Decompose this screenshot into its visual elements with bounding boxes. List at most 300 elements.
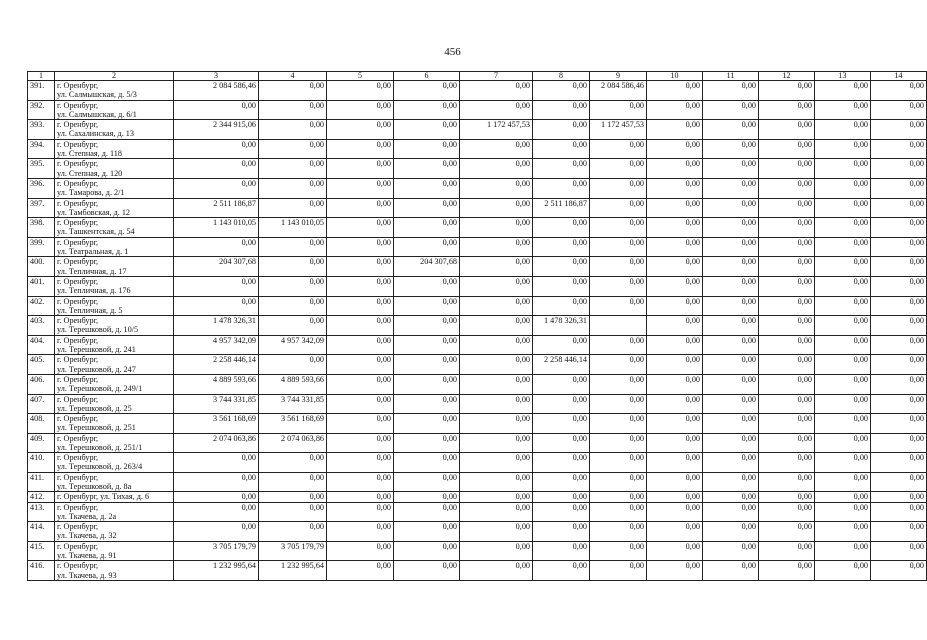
amount-cell: 0,00 bbox=[460, 541, 533, 561]
amount-cell: 0,00 bbox=[759, 218, 815, 238]
amount-cell: 0,00 bbox=[759, 355, 815, 375]
table-row bbox=[28, 296, 927, 316]
amount-cell: 0,00 bbox=[533, 541, 590, 561]
amount-cell: 0,00 bbox=[815, 453, 871, 473]
amount-cell: 0,00 bbox=[327, 100, 394, 120]
row-number: 399. bbox=[28, 237, 55, 257]
amount-cell: 0,00 bbox=[394, 81, 460, 101]
amount-cell: 0,00 bbox=[174, 178, 259, 198]
amount-cell: 0,00 bbox=[871, 218, 927, 238]
amount-cell: 0,00 bbox=[327, 335, 394, 355]
amount-cell: 0,00 bbox=[590, 374, 647, 394]
amount-cell: 0,00 bbox=[590, 561, 647, 581]
amount-cell: 0,00 bbox=[759, 394, 815, 414]
amount-cell: 0,00 bbox=[533, 394, 590, 414]
amount-cell: 0,00 bbox=[460, 522, 533, 542]
address-cell bbox=[55, 561, 174, 581]
address-line: ул. Ткачева, д. 32 bbox=[57, 531, 117, 541]
amount-cell: 0,00 bbox=[327, 492, 394, 502]
address-line: г. Оренбург, ул. Тихая, д. 6 bbox=[57, 492, 150, 502]
amount-cell: 1 143 010,05 bbox=[259, 218, 327, 238]
amount-cell: 0,00 bbox=[259, 355, 327, 375]
amount-cell: 0,00 bbox=[815, 296, 871, 316]
table-row bbox=[28, 178, 927, 198]
amount-cell: 0,00 bbox=[871, 433, 927, 453]
amount-cell: 0,00 bbox=[759, 139, 815, 159]
amount-cell: 0,00 bbox=[394, 139, 460, 159]
amount-cell: 0,00 bbox=[815, 120, 871, 140]
amount-cell: 0,00 bbox=[327, 394, 394, 414]
address-line: г. Оренбург, bbox=[57, 276, 99, 286]
amount-cell: 1 232 995,64 bbox=[174, 561, 259, 581]
table-row bbox=[28, 120, 927, 140]
header-row bbox=[28, 72, 927, 81]
amount-cell: 0,00 bbox=[460, 159, 533, 179]
amount-cell: 0,00 bbox=[759, 433, 815, 453]
amount-cell: 0,00 bbox=[590, 433, 647, 453]
amount-cell: 0,00 bbox=[703, 178, 759, 198]
amount-cell: 0,00 bbox=[460, 198, 533, 218]
amount-cell: 0,00 bbox=[759, 414, 815, 434]
row-number: 409. bbox=[28, 433, 55, 453]
amount-cell: 0,00 bbox=[703, 541, 759, 561]
amount-cell: 3 561 168,69 bbox=[259, 414, 327, 434]
amount-cell: 0,00 bbox=[647, 276, 703, 296]
amount-cell: 0,00 bbox=[703, 198, 759, 218]
amount-cell: 0,00 bbox=[259, 159, 327, 179]
amount-cell: 0,00 bbox=[259, 100, 327, 120]
amount-cell: 0,00 bbox=[460, 492, 533, 502]
amount-cell: 0,00 bbox=[871, 178, 927, 198]
amount-cell: 0,00 bbox=[590, 198, 647, 218]
address-line: г. Оренбург, bbox=[57, 561, 99, 571]
row-number: 408. bbox=[28, 414, 55, 434]
address-cell bbox=[55, 492, 174, 502]
address-line: г. Оренбург, bbox=[57, 374, 99, 384]
address-cell bbox=[55, 394, 174, 414]
amount-cell: 0,00 bbox=[533, 522, 590, 542]
amount-cell: 0,00 bbox=[394, 355, 460, 375]
amount-cell: 0,00 bbox=[871, 276, 927, 296]
amount-cell: 0,00 bbox=[815, 276, 871, 296]
amount-cell: 0,00 bbox=[174, 237, 259, 257]
address-cell bbox=[55, 257, 174, 277]
table-row bbox=[28, 276, 927, 296]
amount-cell: 0,00 bbox=[647, 414, 703, 434]
amount-cell: 0,00 bbox=[590, 218, 647, 238]
row-number: 402. bbox=[28, 296, 55, 316]
amount-cell: 0,00 bbox=[759, 453, 815, 473]
data-table bbox=[27, 71, 927, 581]
amount-cell: 0,00 bbox=[327, 218, 394, 238]
amount-cell: 0,00 bbox=[647, 502, 703, 522]
amount-cell: 0,00 bbox=[394, 335, 460, 355]
column-header: 1 bbox=[28, 72, 55, 81]
amount-cell: 0,00 bbox=[815, 139, 871, 159]
amount-cell: 0,00 bbox=[533, 414, 590, 434]
column-header: 6 bbox=[394, 72, 460, 81]
amount-cell: 0,00 bbox=[759, 237, 815, 257]
amount-cell: 0,00 bbox=[460, 355, 533, 375]
amount-cell: 0,00 bbox=[327, 316, 394, 336]
amount-cell: 0,00 bbox=[460, 394, 533, 414]
amount-cell: 0,00 bbox=[590, 522, 647, 542]
amount-cell: 0,00 bbox=[703, 433, 759, 453]
amount-cell: 0,00 bbox=[259, 502, 327, 522]
column-header: 3 bbox=[174, 72, 259, 81]
address-line: г. Оренбург, bbox=[57, 355, 99, 365]
amount-cell: 0,00 bbox=[703, 237, 759, 257]
amount-cell: 0,00 bbox=[703, 218, 759, 238]
amount-cell: 0,00 bbox=[759, 276, 815, 296]
column-header: 10 bbox=[647, 72, 703, 81]
amount-cell: 0,00 bbox=[647, 81, 703, 101]
amount-cell: 0,00 bbox=[327, 472, 394, 492]
amount-cell: 0,00 bbox=[327, 561, 394, 581]
amount-cell: 0,00 bbox=[703, 414, 759, 434]
amount-cell: 1 478 326,31 bbox=[533, 316, 590, 336]
row-number: 398. bbox=[28, 218, 55, 238]
amount-cell: 2 258 446,14 bbox=[533, 355, 590, 375]
amount-cell: 0,00 bbox=[647, 522, 703, 542]
address-line: ул. Терешковой, д. 249/1 bbox=[57, 384, 143, 394]
amount-cell: 0,00 bbox=[533, 561, 590, 581]
row-number: 411. bbox=[28, 472, 55, 492]
amount-cell: 0,00 bbox=[174, 276, 259, 296]
amount-cell: 0,00 bbox=[703, 139, 759, 159]
row-number: 414. bbox=[28, 522, 55, 542]
amount-cell: 0,00 bbox=[590, 453, 647, 473]
amount-cell: 0,00 bbox=[327, 374, 394, 394]
amount-cell: 0,00 bbox=[174, 100, 259, 120]
amount-cell: 0,00 bbox=[647, 198, 703, 218]
address-line: ул. Тепличная, д. 176 bbox=[57, 286, 131, 296]
amount-cell: 0,00 bbox=[815, 159, 871, 179]
amount-cell: 0,00 bbox=[394, 237, 460, 257]
amount-cell: 0,00 bbox=[394, 316, 460, 336]
row-number: 415. bbox=[28, 541, 55, 561]
address-cell bbox=[55, 178, 174, 198]
amount-cell: 0,00 bbox=[394, 433, 460, 453]
amount-cell: 0,00 bbox=[327, 453, 394, 473]
amount-cell: 0,00 bbox=[871, 502, 927, 522]
amount-cell: 0,00 bbox=[815, 502, 871, 522]
row-number: 393. bbox=[28, 120, 55, 140]
address-line: ул. Терешковой, д. 251/1 bbox=[57, 442, 143, 452]
address-cell bbox=[55, 198, 174, 218]
amount-cell: 0,00 bbox=[759, 120, 815, 140]
amount-cell: 0,00 bbox=[759, 178, 815, 198]
address-cell bbox=[55, 335, 174, 355]
amount-cell: 0,00 bbox=[460, 81, 533, 101]
amount-cell: 0,00 bbox=[460, 453, 533, 473]
amount-cell: 0,00 bbox=[394, 492, 460, 502]
amount-cell: 0,00 bbox=[259, 178, 327, 198]
amount-cell: 0,00 bbox=[759, 374, 815, 394]
table-row bbox=[28, 100, 927, 120]
address-line: г. Оренбург, bbox=[57, 237, 99, 247]
address-line: г. Оренбург, bbox=[57, 81, 99, 90]
amount-cell: 0,00 bbox=[259, 472, 327, 492]
address-line: ул. Тепличная, д. 5 bbox=[57, 305, 123, 315]
table-row bbox=[28, 374, 927, 394]
amount-cell: 4 889 593,66 bbox=[174, 374, 259, 394]
amount-cell: 0,00 bbox=[871, 100, 927, 120]
amount-cell: 0,00 bbox=[590, 159, 647, 179]
amount-cell: 0,00 bbox=[327, 178, 394, 198]
amount-cell: 0,00 bbox=[815, 81, 871, 101]
row-number: 406. bbox=[28, 374, 55, 394]
table-row bbox=[28, 541, 927, 561]
amount-cell: 0,00 bbox=[533, 159, 590, 179]
amount-cell: 0,00 bbox=[590, 139, 647, 159]
address-line: г. Оренбург, bbox=[57, 394, 99, 404]
table-row bbox=[28, 81, 927, 101]
address-line: ул. Тамарова, д. 2/1 bbox=[57, 188, 125, 198]
address-cell bbox=[55, 355, 174, 375]
address-line: г. Оренбург, bbox=[57, 198, 99, 208]
amount-cell: 0,00 bbox=[394, 159, 460, 179]
amount-cell: 0,00 bbox=[815, 541, 871, 561]
amount-cell: 0,00 bbox=[259, 198, 327, 218]
amount-cell bbox=[590, 316, 647, 336]
amount-cell: 0,00 bbox=[703, 81, 759, 101]
amount-cell: 2 258 446,14 bbox=[174, 355, 259, 375]
amount-cell: 0,00 bbox=[647, 374, 703, 394]
amount-cell: 0,00 bbox=[647, 296, 703, 316]
amount-cell: 0,00 bbox=[871, 257, 927, 277]
amount-cell: 0,00 bbox=[647, 139, 703, 159]
amount-cell: 0,00 bbox=[759, 100, 815, 120]
table-row bbox=[28, 502, 927, 522]
amount-cell: 0,00 bbox=[815, 218, 871, 238]
amount-cell: 0,00 bbox=[327, 296, 394, 316]
amount-cell: 0,00 bbox=[703, 472, 759, 492]
table-row bbox=[28, 316, 927, 336]
amount-cell: 1 232 995,64 bbox=[259, 561, 327, 581]
amount-cell: 3 561 168,69 bbox=[174, 414, 259, 434]
amount-cell: 0,00 bbox=[871, 414, 927, 434]
address-cell bbox=[55, 81, 174, 101]
amount-cell: 0,00 bbox=[590, 414, 647, 434]
amount-cell: 0,00 bbox=[647, 561, 703, 581]
table-row bbox=[28, 453, 927, 473]
amount-cell: 0,00 bbox=[871, 120, 927, 140]
amount-cell: 0,00 bbox=[815, 100, 871, 120]
row-number: 416. bbox=[28, 561, 55, 581]
row-number: 396. bbox=[28, 178, 55, 198]
address-line: г. Оренбург, bbox=[57, 453, 99, 463]
amount-cell: 0,00 bbox=[871, 335, 927, 355]
amount-cell: 0,00 bbox=[533, 335, 590, 355]
amount-cell: 0,00 bbox=[460, 276, 533, 296]
address-cell bbox=[55, 276, 174, 296]
amount-cell: 0,00 bbox=[327, 355, 394, 375]
amount-cell: 0,00 bbox=[871, 296, 927, 316]
address-line: ул. Терешковой, д. 263/4 bbox=[57, 462, 143, 472]
amount-cell: 0,00 bbox=[815, 414, 871, 434]
amount-cell: 0,00 bbox=[703, 159, 759, 179]
address-cell bbox=[55, 374, 174, 394]
amount-cell: 0,00 bbox=[647, 453, 703, 473]
address-line: ул. Терешковой, д. 10/5 bbox=[57, 325, 139, 335]
amount-cell: 0,00 bbox=[871, 541, 927, 561]
amount-cell: 0,00 bbox=[327, 237, 394, 257]
column-header: 12 bbox=[759, 72, 815, 81]
amount-cell: 0,00 bbox=[815, 394, 871, 414]
row-number: 401. bbox=[28, 276, 55, 296]
amount-cell: 3 705 179,79 bbox=[259, 541, 327, 561]
amount-cell: 0,00 bbox=[590, 257, 647, 277]
amount-cell: 0,00 bbox=[533, 276, 590, 296]
address-line: ул. Тепличная, д. 17 bbox=[57, 266, 127, 276]
amount-cell: 0,00 bbox=[815, 237, 871, 257]
amount-cell: 0,00 bbox=[703, 335, 759, 355]
amount-cell: 0,00 bbox=[394, 453, 460, 473]
address-line: ул. Терешковой, д. 241 bbox=[57, 344, 136, 354]
address-line: г. Оренбург, bbox=[57, 257, 99, 267]
address-line: г. Оренбург, bbox=[57, 541, 99, 551]
address-line: г. Оренбург, bbox=[57, 139, 99, 149]
amount-cell: 0,00 bbox=[647, 237, 703, 257]
amount-cell: 0,00 bbox=[759, 257, 815, 277]
amount-cell: 0,00 bbox=[533, 257, 590, 277]
address-line: г. Оренбург, bbox=[57, 100, 99, 110]
amount-cell: 0,00 bbox=[460, 257, 533, 277]
row-number: 397. bbox=[28, 198, 55, 218]
column-header: 13 bbox=[815, 72, 871, 81]
table-row bbox=[28, 159, 927, 179]
amount-cell: 0,00 bbox=[759, 316, 815, 336]
amount-cell: 0,00 bbox=[647, 100, 703, 120]
address-line: г. Оренбург, bbox=[57, 316, 99, 326]
amount-cell: 0,00 bbox=[533, 139, 590, 159]
amount-cell: 0,00 bbox=[871, 492, 927, 502]
amount-cell: 0,00 bbox=[394, 472, 460, 492]
amount-cell: 0,00 bbox=[394, 541, 460, 561]
amount-cell: 0,00 bbox=[815, 335, 871, 355]
amount-cell: 0,00 bbox=[647, 257, 703, 277]
amount-cell: 0,00 bbox=[394, 561, 460, 581]
row-number: 392. bbox=[28, 100, 55, 120]
amount-cell: 0,00 bbox=[460, 237, 533, 257]
table-row bbox=[28, 335, 927, 355]
address-line: ул. Тамбовская, д. 12 bbox=[57, 207, 131, 217]
address-line: ул. Терешковой, д. 247 bbox=[57, 364, 136, 374]
amount-cell: 0,00 bbox=[394, 296, 460, 316]
amount-cell: 0,00 bbox=[871, 159, 927, 179]
amount-cell: 0,00 bbox=[533, 492, 590, 502]
amount-cell: 4 957 342,09 bbox=[259, 335, 327, 355]
address-line: г. Оренбург, bbox=[57, 433, 99, 443]
table-body bbox=[28, 81, 927, 581]
amount-cell: 1 143 010,05 bbox=[174, 218, 259, 238]
address-line: г. Оренбург, bbox=[57, 335, 99, 345]
amount-cell: 0,00 bbox=[394, 120, 460, 140]
address-cell bbox=[55, 237, 174, 257]
amount-cell: 0,00 bbox=[647, 335, 703, 355]
amount-cell: 0,00 bbox=[460, 296, 533, 316]
amount-cell: 0,00 bbox=[759, 502, 815, 522]
row-number: 400. bbox=[28, 257, 55, 277]
amount-cell: 0,00 bbox=[815, 355, 871, 375]
amount-cell: 0,00 bbox=[703, 276, 759, 296]
address-line: г. Оренбург, bbox=[57, 120, 99, 130]
amount-cell: 0,00 bbox=[647, 178, 703, 198]
row-number: 391. bbox=[28, 81, 55, 101]
amount-cell: 0,00 bbox=[647, 541, 703, 561]
table-row bbox=[28, 257, 927, 277]
amount-cell: 0,00 bbox=[871, 453, 927, 473]
table-row bbox=[28, 492, 927, 502]
amount-cell: 4 889 593,66 bbox=[259, 374, 327, 394]
amount-cell: 0,00 bbox=[394, 276, 460, 296]
row-number: 403. bbox=[28, 316, 55, 336]
table-row bbox=[28, 218, 927, 238]
amount-cell: 0,00 bbox=[394, 198, 460, 218]
amount-cell: 3 744 331,85 bbox=[174, 394, 259, 414]
amount-cell: 0,00 bbox=[259, 492, 327, 502]
amount-cell: 0,00 bbox=[647, 120, 703, 140]
amount-cell: 0,00 bbox=[460, 502, 533, 522]
amount-cell: 0,00 bbox=[759, 561, 815, 581]
amount-cell: 2 074 063,86 bbox=[174, 433, 259, 453]
amount-cell: 0,00 bbox=[394, 178, 460, 198]
address-line: г. Оренбург, bbox=[57, 296, 99, 306]
table-row bbox=[28, 433, 927, 453]
amount-cell: 0,00 bbox=[533, 178, 590, 198]
row-number: 413. bbox=[28, 502, 55, 522]
amount-cell: 0,00 bbox=[259, 120, 327, 140]
address-line: ул. Терешковой, д. 251 bbox=[57, 423, 136, 433]
amount-cell: 0,00 bbox=[394, 374, 460, 394]
table-row bbox=[28, 472, 927, 492]
amount-cell: 0,00 bbox=[703, 394, 759, 414]
amount-cell: 0,00 bbox=[327, 120, 394, 140]
amount-cell: 0,00 bbox=[259, 296, 327, 316]
amount-cell: 0,00 bbox=[533, 81, 590, 101]
amount-cell: 0,00 bbox=[460, 100, 533, 120]
amount-cell: 0,00 bbox=[327, 159, 394, 179]
amount-cell: 0,00 bbox=[327, 198, 394, 218]
amount-cell: 0,00 bbox=[460, 561, 533, 581]
amount-cell: 0,00 bbox=[703, 100, 759, 120]
address-cell bbox=[55, 414, 174, 434]
address-cell bbox=[55, 120, 174, 140]
amount-cell: 0,00 bbox=[327, 81, 394, 101]
address-line: ул. Ташкентская, д. 54 bbox=[57, 227, 135, 237]
page-number: 456 bbox=[444, 46, 461, 58]
address-line: ул. Степная, д. 118 bbox=[57, 148, 122, 158]
amount-cell: 0,00 bbox=[759, 492, 815, 502]
address-line: ул. Салмышская, д. 6/1 bbox=[57, 109, 137, 119]
amount-cell: 0,00 bbox=[590, 335, 647, 355]
row-number: 395. bbox=[28, 159, 55, 179]
amount-cell: 0,00 bbox=[759, 81, 815, 101]
column-header: 9 bbox=[590, 72, 647, 81]
table-row bbox=[28, 139, 927, 159]
table-row bbox=[28, 237, 927, 257]
amount-cell: 4 957 342,09 bbox=[174, 335, 259, 355]
column-header: 5 bbox=[327, 72, 394, 81]
amount-cell: 0,00 bbox=[815, 316, 871, 336]
amount-cell: 0,00 bbox=[327, 541, 394, 561]
address-cell bbox=[55, 472, 174, 492]
amount-cell: 0,00 bbox=[460, 316, 533, 336]
address-line: ул. Ткачева, д. 2а bbox=[57, 511, 117, 521]
amount-cell: 0,00 bbox=[259, 316, 327, 336]
amount-cell: 0,00 bbox=[647, 492, 703, 502]
